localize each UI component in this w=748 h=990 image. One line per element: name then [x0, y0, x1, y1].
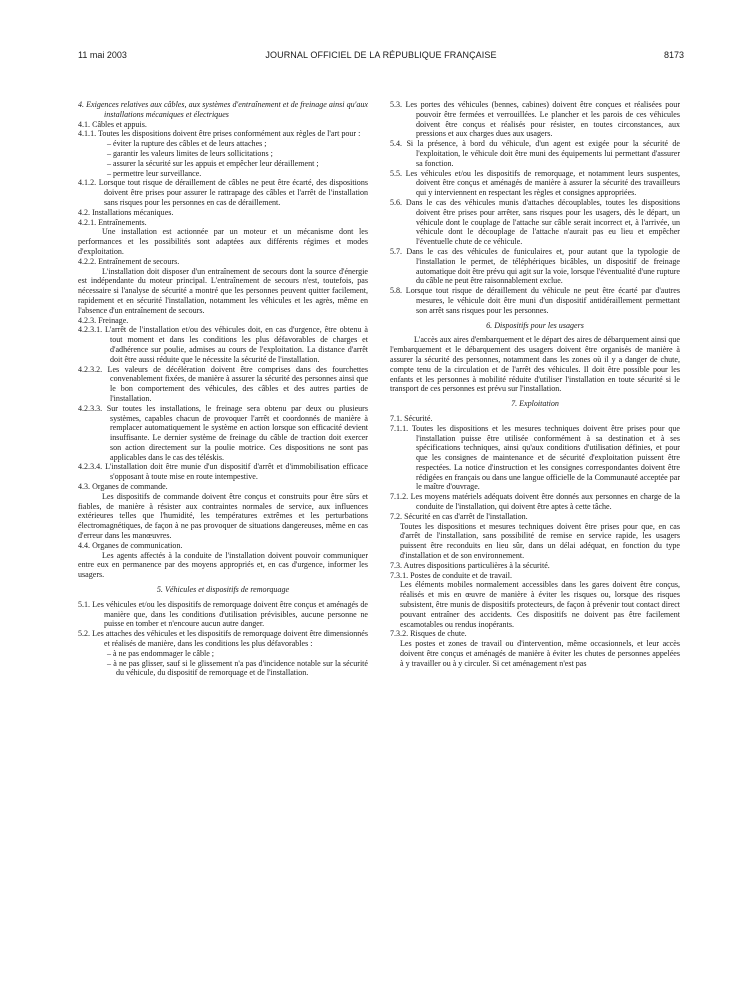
left-column: [78, 100, 368, 678]
paragraph: Les dispositifs de commande doivent être conçus et construits pour être sûrs et fiables, de manière à résister aux contraintes normales de service, aux influences extérieures telles que l'humidité, les températures extrêmes et les perturbations électromagnétiques, de façon à ne pas provoquer de situations dangereuses, même en cas d'erreur dans les manœuvres.: [78, 491, 368, 541]
paragraph: 7.2. Sécurité en cas d'arrêt de l'installation.: [390, 511, 528, 521]
paragraph: Les éléments mobiles normalement accessibles dans les gares doivent être conçus, réalisés et mis en œuvre de manière à éviter les risques ou, lorsque des risques subsistent, être munis de dispositifs protecteurs, de façon à prévenir tout contact direct pouvant entraîner des accidents. Ces dispositifs ne doivent pas être facilement escamotables ou rendus inopérants.: [400, 580, 680, 629]
paragraph: 7.3.1. Postes de conduite et de travail.: [390, 570, 513, 580]
paragraph: 4.2.2. Entraînement de secours.: [78, 256, 180, 266]
paragraph: 4. Exigences relatives aux câbles, aux systèmes d'entraînement et de freinage ainsi qu'aux installations mécaniques et électriques: [78, 100, 368, 119]
paragraph: 7.1.2. Les moyens matériels adéquats doivent être donnés aux personnes en charge de la conduite de l'installation, qui doivent être aptes à cette tâche.: [390, 492, 680, 512]
paragraph: 4.2.3.2. Les valeurs de décélération doivent être comprises dans des fourchettes convenablement fixées, de manière à assurer la sécurité des personnes ainsi que le bon comportement des véhicules, des câbles et des autres parties de l'installation.: [78, 364, 368, 403]
paragraph: 7.3.2. Risques de chute.: [390, 629, 467, 639]
paragraph: Les postes et zones de travail ou d'intervention, même occasionnels, et leur accès doivent être conçus et aménagés de manière à éviter les chutes de personnes appelées à y travailler ou à y circuler. Si cet aménagement n'est pas: [400, 639, 680, 668]
paragraph: – permettre leur surveillance.: [107, 168, 202, 178]
paragraph: – éviter la rupture des câbles et de leurs attaches ;: [107, 139, 267, 149]
paragraph: 4.2.1. Entraînements.: [78, 217, 147, 227]
paragraph: 5.2. Les attaches des véhicules et les dispositifs de remorquage doivent être dimensionnés et réalisés de manière, dans les conditions les plus défavorables :: [78, 629, 368, 649]
paragraph: 4.4. Organes de communication.: [78, 540, 183, 550]
paragraph: 4.1. Câbles et appuis.: [78, 119, 147, 129]
paragraph: 4.1.2. Lorsque tout risque de déraillement de câbles ne peut être écarté, des dispositions doivent être prises pour assurer le rattrapage des câbles et l'arrêt de l'installation sans risques pour les personnes en cas de déraillement.: [78, 178, 368, 207]
paragraph: 4.2. Installations mécaniques.: [78, 207, 174, 217]
section-heading: 5. Véhicules et dispositifs de remorquage: [156, 585, 290, 595]
paragraph: 4.2.3.1. L'arrêt de l'installation et/ou des véhicules doit, en cas d'urgence, être obtenu à tout moment et dans les conditions les plus défavorables de charges et d'adhérence sur poulie, admises au cours de l'exploitation. La distance d'arrêt doit être aussi réduite que le nécessite la sécurité de l'installation.: [78, 325, 368, 364]
paragraph: Les agents affectés à la conduite de l'installation doivent pouvoir communiquer entre eux en permanence par des moyens appropriés et, en cas d'urgence, informer les usagers.: [78, 550, 368, 580]
paragraph: 4.1.1. Toutes les dispositions doivent être prises conformément aux règles de l'art pour :: [78, 129, 361, 139]
paragraph: 5.5. Les véhicules et/ou les dispositifs de remorquage, et notamment leurs suspentes, doivent être conçus et aménagés de manière à assurer la sécurité des travailleurs qui y interviennent en respectant les règles et consignes appropriées.: [390, 168, 680, 198]
paragraph: 4.3. Organes de commande.: [78, 482, 168, 492]
paragraph: 7.3. Autres dispositions particulières à la sécurité.: [390, 560, 550, 570]
page-header: [78, 50, 684, 64]
paragraph: Toutes les dispositions et mesures techniques doivent être prises pour que, en cas d'arrêt de l'installation, sans possibilité de remise en service rapide, les usagers puissent être reconduits en lieu sûr, dans un délai adéquat, en fonction du type d'installation et de son environnement.: [400, 521, 680, 561]
paragraph: 4.2.3.3. Sur toutes les installations, le freinage sera obtenu par deux ou plusieurs systèmes, capables chacun de provoquer l'arrêt et coordonnés de manière à remplacer automatiquement le système en action lorsque son efficacité devient insuffisante. Le dernier système de freinage du câble de traction doit exercer son action directement sur la poulie motrice. Ces dispositions ne sont pas applicables dans le cas des téléskis.: [78, 403, 368, 462]
header-page-number: 8173: [663, 50, 684, 60]
paragraph: – à ne pas endommager le câble ;: [107, 648, 215, 658]
paragraph: Une installation est actionnée par un moteur et un mécanisme dont les performances et les possibilités sont adaptées aux différents régimes et modes d'exploitation.: [78, 227, 368, 256]
section-heading: 6. Dispositifs pour les usagers: [486, 320, 584, 330]
paragraph: – garantir les valeurs limites de leurs sollicitations ;: [107, 148, 273, 158]
paragraph: 5.4. Si la présence, à bord du véhicule, d'un agent est exigée pour la sécurité de l'exploitation, le véhicule doit être muni des équipements lui permettant d'assurer sa fonction.: [390, 139, 680, 168]
paragraph: L'accès aux aires d'embarquement et le départ des aires de débarquement ainsi que l'embarquement et le débarquement des usagers doivent être organisés de manière à assurer la sécurité des personnes, notamment dans les zones où il y a danger de chute, compte tenu de la circulation et de l'arrêt des véhicules. Il doit être possible pour les enfants et les personnes à mobilité réduite d'utiliser l'installation en toute sécurité si le transport de ces personnes est prévu sur l'installation.: [390, 335, 680, 394]
header-date: 11 mai 2003: [78, 50, 127, 60]
paragraph: 7.1. Sécurité.: [390, 413, 433, 423]
paragraph: 5.3. Les portes des véhicules (bennes, cabines) doivent être conçues et réalisées pour pouvoir être fermées et verrouillées. Le plancher et les parois de ces véhicules doivent être conçus et réalisés pour résister, en toutes circonstances, aux pressions et aux charges dues aux usagers.: [390, 100, 680, 139]
paragraph: 5.7. Dans le cas des véhicules de funiculaires et, pour autant que la typologie de l'installation le permet, de téléphériques bicâbles, un dispositif de freinage automatique doit être prévu qui agit sur la voie, lorsque l'éventualité d'une rupture du câble ne peut être raisonnablement exclue.: [390, 246, 680, 286]
paragraph: 4.2.3. Freinage.: [78, 315, 129, 325]
section-heading: 7. Exploitation: [511, 399, 559, 409]
right-column: [390, 100, 680, 669]
header-title: JOURNAL OFFICIEL DE LA RÉPUBLIQUE FRANÇAISE: [265, 50, 497, 60]
paragraph: L'installation doit disposer d'un entraînement de secours dont la source d'énergie est indépendante du moteur principal. L'entraînement de secours n'est, toutefois, pas nécessaire si l'analyse de sécurité a montré que les personnes peuvent quitter facilement, rapidement et en sécurité l'installation, notamment les véhicules et les agrès, même en l'absence d'un entraînement de secours.: [78, 266, 368, 315]
paragraph: 4.2.3.4. L'installation doit être munie d'un dispositif d'arrêt et d'immobilisation efficace s'opposant à toute mise en route intempestive.: [78, 462, 368, 482]
paragraph: – à ne pas glisser, sauf si le glissement n'a pas d'incidence notable sur la sécurité du véhicule, du dispositif de remorquage et de l'installation.: [107, 658, 368, 678]
paragraph: 5.6. Dans le cas des véhicules munis d'attaches découplables, toutes les dispositions doivent être prises pour arrêter, sans risques pour les usagers, dès le départ, un véhicule dont le couplage de l'attache sur câble serait incorrect et, à l'arrivée, un véhicule dont le découplage de l'attache n'aurait pas eu lieu et empêcher l'éventuelle chute de ce véhicule.: [390, 197, 680, 247]
paragraph: 5.8. Lorsque tout risque de déraillement du véhicule ne peut être écarté par d'autres mesures, le véhicule doit être muni d'un dispositif antidéraillement permettant son arrêt sans risques pour les personnes.: [390, 286, 680, 315]
paragraph: 5.1. Les véhicules et/ou les dispositifs de remorquage doivent être conçus et aménagés de manière que, dans les conditions d'utilisation prévisibles, aucune personne ne puisse en tomber et n'encoure aucun autre danger.: [78, 599, 368, 629]
paragraph: – assurer la sécurité sur les appuis et empêcher leur déraillement ;: [107, 158, 319, 168]
paragraph: 7.1.1. Toutes les dispositions et les mesures techniques doivent être prises pour que l'installation puisse être utilisée conformément à sa destination et à ses spécifications techniques, ainsi qu'aux conditions d'utilisation définies, et pour que les consignes de maintenance et de sécurité d'exploitation puissent être respectées. La notice d'instruction et les consignes correspondantes doivent être rédigées en français ou dans une langue officielle de la Communauté acceptée par le maître d'ouvrage.: [390, 423, 680, 492]
